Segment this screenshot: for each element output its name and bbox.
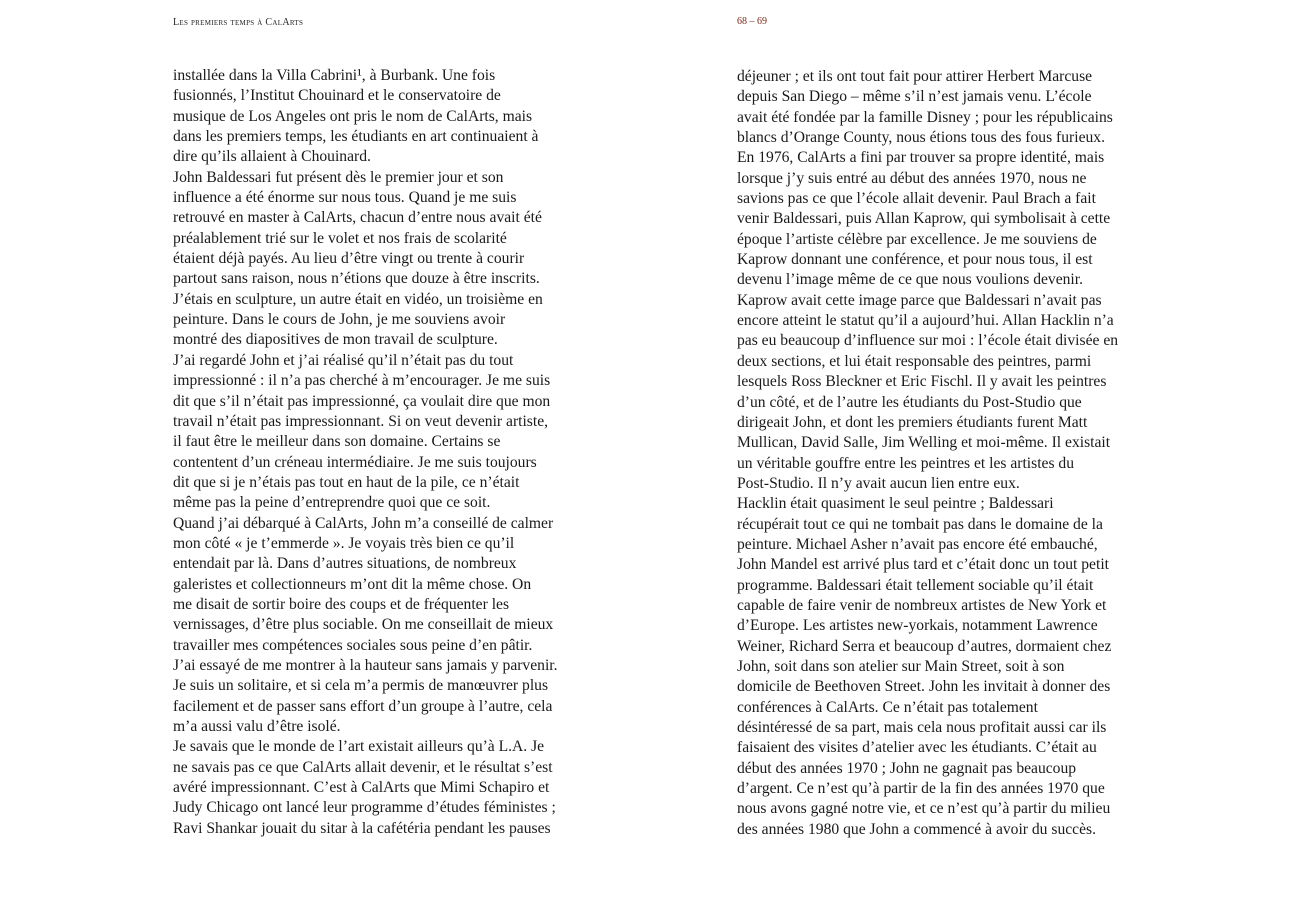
text-line: Ravi Shankar jouait du sitar à la cafétéria pendant les pauses [173, 819, 551, 837]
text-line: partout sans raison, nous n’étions que douze à être inscrits. [173, 270, 540, 288]
text-line: époque l’artiste célèbre par excellence. Je me souviens de [737, 230, 1097, 248]
text-line: avait été fondée par la famille Disney ; pour les républicains [737, 108, 1113, 126]
text-line: installée dans la Villa Cabrini¹, à Burbank. Une fois [173, 67, 496, 84]
text-line: entendait par là. Dans d’autres situations, de nombreux [173, 555, 517, 573]
text-line: Quand j’ai débarqué à CalArts, John m’a conseillé de calmer [173, 514, 554, 532]
text-line: Weiner, Richard Serra et beaucoup d’autres, dormaient chez [737, 637, 1112, 655]
text-line: dit que s’il n’était pas impressionné, ça voulait dire que mon [173, 392, 551, 410]
text-line: galeristes et collectionneurs m’ont dit la même chose. On [173, 575, 532, 593]
text-line: impressionné : il n’a pas cherché à m’encourager. Je me suis [173, 372, 551, 390]
text-line: facilement et de passer sans effort d’un groupe à l’autre, cela [173, 697, 553, 715]
text-line: Kaprow donnant une conférence, et pour nous tous, il est [737, 251, 1093, 269]
text-line: En 1976, CalArts a fini par trouver sa propre identité, mais [737, 149, 1105, 167]
text-line: retrouvé en master à CalArts, chacun d’entre nous avait été [173, 209, 542, 227]
left-page-text [173, 66, 593, 839]
text-line: pas eu beaucoup d’influence sur moi : l’école était divisée en [737, 332, 1119, 350]
text-line: faisaient des visites d’atelier avec les étudiants. C’était au [737, 739, 1097, 757]
text-line: Kaprow avait cette image parce que Baldessari n’avait pas [737, 291, 1102, 309]
text-line: contentent d’un créneau intermédiaire. Je me suis toujours [173, 453, 537, 471]
text-line: J’ai essayé de me montrer à la hauteur sans jamais y parvenir. [173, 656, 558, 674]
text-line: avéré impressionnant. C’est à CalArts que Mimi Schapiro et [173, 779, 550, 797]
text-line: m’a aussi valu d’être isolé. [173, 718, 341, 735]
text-line: peinture. Michael Asher n’avait pas encore été embauché, [737, 535, 1098, 553]
text-line: Hacklin était quasiment le seul peintre ; Baldessari [737, 495, 1054, 513]
text-line: préalablement trié sur le volet et nos frais de scolarité [173, 229, 507, 247]
text-line: même pas la peine d’entreprendre quoi que ce soit. [173, 494, 491, 512]
text-line: dit que si je n’étais pas tout en haut de la pile, ce n’était [173, 473, 520, 491]
text-line: programme. Baldessari était tellement sociable qu’il était [737, 576, 1094, 594]
right-page-text [737, 67, 1157, 840]
text-line: vernissages, d’être plus sociable. On me conseillait de mieux [173, 616, 554, 634]
text-line: capable de faire venir de nombreux artistes de New York et [737, 596, 1107, 614]
text-line: me disait de sortir boire des coups et de fréquenter les [173, 595, 510, 613]
text-line: J’étais en sculpture, un autre était en vidéo, un troisième en [173, 290, 543, 308]
page-numbers: 68 – 69 [737, 16, 767, 27]
text-line: deux sections, et lui était responsable des peintres, parmi [737, 352, 1092, 370]
text-line: Mullican, David Salle, Jim Welling et moi-même. Il existait [737, 434, 1111, 452]
text-line: John Baldessari fut présent dès le premier jour et son [173, 168, 504, 186]
text-line: début des années 1970 ; John ne gagnait pas beaucoup [737, 759, 1077, 777]
text-line: déjeuner ; et ils ont tout fait pour attirer Herbert Marcuse [737, 68, 1093, 85]
text-line: venir Baldessari, puis Allan Kaprow, qui symbolisait à cette [737, 210, 1111, 228]
text-line: récupérait tout ce qui ne tombait pas dans le domaine de la [737, 515, 1103, 533]
text-line: montré des diapositives de mon travail de sculpture. [173, 331, 498, 349]
text-line: conférences à CalArts. Ce n’était pas totalement [737, 698, 1038, 716]
running-title: Les premiers temps à CalArts [173, 17, 304, 28]
text-line: dans les premiers temps, les étudiants en art continuaient à [173, 128, 539, 146]
text-line: peinture. Dans le cours de John, je me souviens avoir [173, 311, 506, 329]
text-line: lesquels Ross Bleckner et Eric Fischl. Il y avait les peintres [737, 373, 1107, 391]
text-line: influence a été énorme sur nous tous. Quand je me suis [173, 189, 517, 207]
text-line: nous avons gagné notre vie, et ce n’est qu’à partir du milieu [737, 800, 1111, 818]
text-line: depuis San Diego – même s’il n’est jamais venu. L’école [737, 88, 1092, 106]
text-line: d’Europe. Les artistes new-yorkais, notamment Lawrence [737, 617, 1098, 635]
text-line: savions pas ce que l’école allait devenir. Paul Brach a fait [737, 190, 1096, 208]
text-line: encore atteint le statut qu’il a aujourd’hui. Allan Hacklin n’a [737, 312, 1114, 330]
text-line: domicile de Beethoven Street. John les invitait à donner des [737, 678, 1111, 696]
text-line: d’un côté, et de l’autre les étudiants du Post-Studio que [737, 393, 1082, 411]
text-line: Judy Chicago ont lancé leur programme d’études féministes ; [173, 799, 556, 817]
text-line: Je suis un solitaire, et si cela m’a permis de manœuvrer plus [173, 677, 549, 695]
text-line: devenu l’image même de ce que nous voulions devenir. [737, 271, 1083, 289]
text-line: John Mandel est arrivé plus tard et c’était donc un tout petit [737, 556, 1109, 574]
text-line: d’argent. Ce n’est qu’à partir de la fin des années 1970 que [737, 780, 1105, 798]
text-line: dire qu’ils allaient à Chouinard. [173, 148, 371, 166]
text-line: mon côté « je t’emmerde ». Je voyais très bien ce qu’il [173, 534, 515, 552]
text-line: John, soit dans son atelier sur Main Street, soit à son [737, 657, 1065, 675]
text-line: dirigeait John, et dont les premiers étudiants furent Matt [737, 413, 1088, 431]
text-line: désintéressé de sa part, mais cela nous profitait aussi car ils [737, 719, 1107, 736]
text-line: ne savais pas ce que CalArts allait devenir, et le résultat s’est [173, 758, 553, 776]
text-line: J’ai regardé John et j’ai réalisé qu’il n’était pas du tout [173, 351, 514, 369]
text-line: il faut être le meilleur dans son domaine. Certains se [173, 433, 501, 451]
text-line: travailler mes compétences sociales sous peine d’en pâtir. [173, 636, 533, 654]
text-line: lorsque j’y suis entré au début des années 1970, nous ne [737, 169, 1087, 187]
text-line: blancs d’Orange County, nous étions tous des fous furieux. [737, 129, 1105, 147]
text-line: musique de Los Angeles ont pris le nom de CalArts, mais [173, 107, 533, 125]
text-line: Je savais que le monde de l’art existait ailleurs qu’à L.A. Je [173, 738, 545, 756]
text-line: un véritable gouffre entre les peintres et les artistes du [737, 454, 1075, 472]
text-line: étaient déjà payés. Au lieu d’être vingt ou trente à courir [173, 250, 525, 268]
text-line: Post-Studio. Il n’y avait aucun lien entre eux. [737, 474, 1020, 492]
text-line: travail n’était pas impressionnant. Si on veut devenir artiste, [173, 412, 549, 430]
text-line: fusionnés, l’Institut Chouinard et le conservatoire de [173, 87, 501, 105]
text-line: des années 1980 que John a commencé à avoir du succès. [737, 820, 1096, 838]
